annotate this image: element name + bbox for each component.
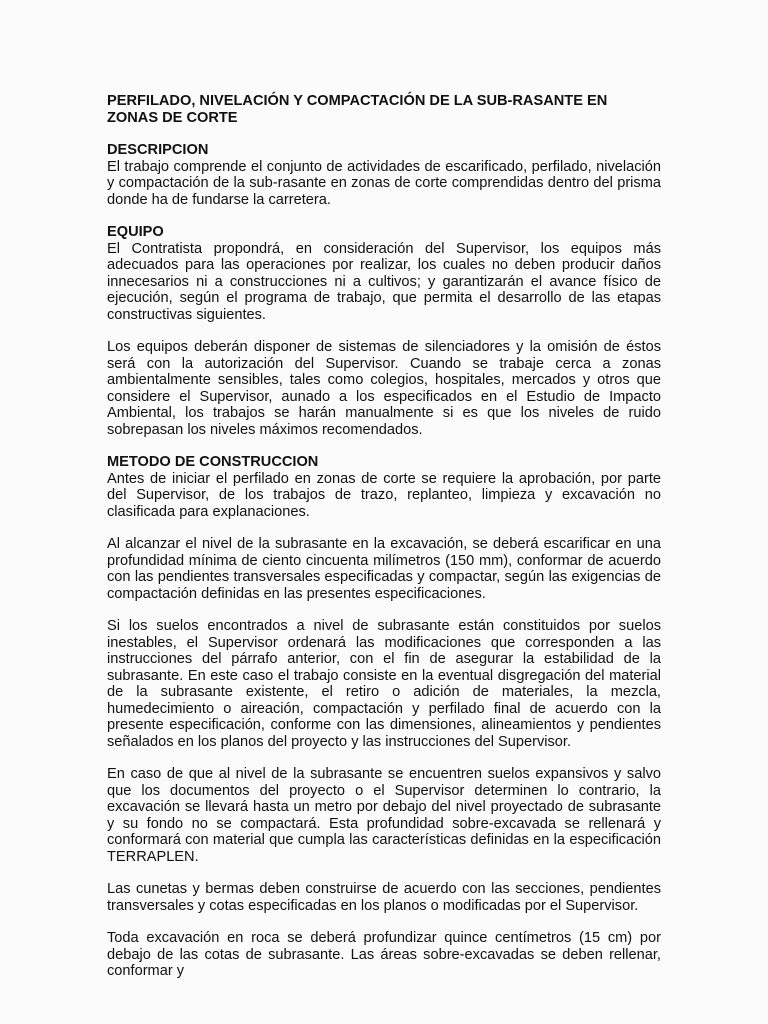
section-equipo <box>107 224 661 438</box>
paragraph: El trabajo comprende el conjunto de actividades de escarificado, perfilado, nivelación y compactación de la sub-rasante en zonas de corte comprendidas dentro del prisma donde ha de fundarse la carretera. <box>107 158 661 208</box>
section-metodo-de-construccion <box>107 454 661 980</box>
section-heading: DESCRIPCION <box>107 142 209 158</box>
paragraph: Toda excavación en roca se deberá profundizar quince centímetros (15 cm) por debajo de las cotas de subrasante. Las áreas sobre-excavadas se deben rellenar, conformar y <box>107 930 661 979</box>
paragraph: Los equipos deberán disponer de sistemas de silenciadores y la omisión de éstos será con la autorización del Supervisor. Cuando se trabaje cerca a zonas ambientalmente sensibles, tales como colegios, hospitales, mercados y otros que considere el Supervisor, aunado a los especificados en el Estudio de Impacto Ambiental, los trabajos se harán manualmente si es que los niveles de ruido sobrepasan los niveles máximos recomendados. <box>107 339 661 438</box>
document-title: PERFILADO, NIVELACIÓN Y COMPACTACIÓN DE LA SUB-RASANTE EN ZONAS DE CORTE <box>107 93 608 126</box>
section-heading: EQUIPO <box>107 224 164 240</box>
paragraph: El Contratista propondrá, en consideración del Supervisor, los equipos más adecuados para las operaciones por realizar, los cuales no deben producir daños innecesarios ni a construcciones ni a cultivos; y garantizarán el avance físico de ejecución, según el programa de trabajo, que permita el desarrollo de las etapas constructivas siguientes. <box>107 240 661 323</box>
section-descripcion <box>107 142 661 208</box>
paragraph: Antes de iniciar el perfilado en zonas de corte se requiere la aprobación, por parte del Supervisor, de los trabajos de trazo, replanteo, limpieza y excavación no clasificada para explanaciones. <box>107 470 661 520</box>
paragraph: Si los suelos encontrados a nivel de subrasante están constituidos por suelos inestables, el Supervisor ordenará las modificaciones que corresponden a las instrucciones del párrafo anterior, con el fin de asegurar la estabilidad de la subrasante. En este caso el trabajo consiste en la eventual disgregación del material de la subrasante existente, el retiro o adición de materiales, la mezcla, humedecimiento o aireación, compactación y perfilado final de acuerdo con la presente especificación, conforme con las dimensiones, alineamientos y pendientes señalados en los planos del proyecto y las instrucciones del Supervisor. <box>107 618 661 750</box>
paragraph: Al alcanzar el nivel de la subrasante en la excavación, se deberá escarificar en una profundidad mínima de ciento cincuenta milímetros (150 mm), conformar de acuerdo con las pendientes transversales especificadas y compactar, según las exigencias de compactación definidas en las presentes especificaciones. <box>107 536 661 602</box>
section-heading: METODO DE CONSTRUCCION <box>107 454 319 470</box>
paragraph: Las cunetas y bermas deben construirse de acuerdo con las secciones, pendientes transversales y cotas especificadas en los planos o modificadas por el Supervisor. <box>107 881 661 914</box>
paragraph: En caso de que al nivel de la subrasante se encuentren suelos expansivos y salvo que los documentos del proyecto o el Supervisor determinen lo contrario, la excavación se llevará hasta un metro por debajo del nivel proyectado de subrasante y su fondo no se compactará. Esta profundidad sobre-excavada se rellenará y conformará con material que cumpla las características definidas en la especificación TERRAPLEN. <box>107 766 661 865</box>
